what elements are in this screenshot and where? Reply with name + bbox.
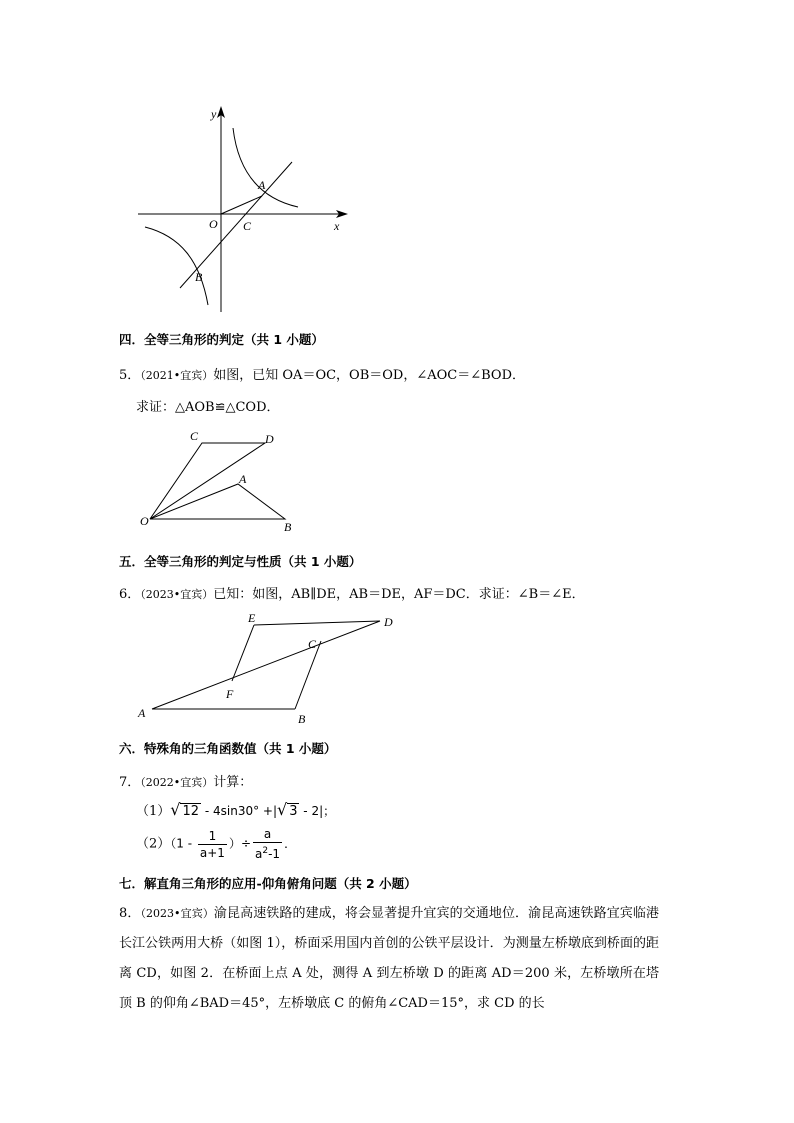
figure-coordinate-graph bbox=[130, 100, 360, 320]
radicand-12: 12 bbox=[182, 804, 200, 819]
part-2-open: （1 - bbox=[170, 836, 196, 851]
hyperbola-branch-upper bbox=[233, 128, 298, 207]
question-7-part-1 bbox=[136, 800, 335, 820]
fraction-numerator: 1 bbox=[198, 828, 227, 845]
label-x: x bbox=[334, 219, 340, 233]
label-a: A bbox=[239, 472, 247, 486]
section-5-heading: 五．全等三角形的判定与性质（共 1 小题） bbox=[119, 554, 362, 569]
section-4-heading: 四．全等三角形的判定（共 1 小题） bbox=[119, 332, 324, 347]
label-d: D bbox=[384, 615, 393, 629]
part-1-middle: - 4sin30° +| bbox=[201, 804, 277, 818]
label-o: O bbox=[209, 217, 218, 231]
segment-ed bbox=[254, 621, 380, 625]
question-7-part-2 bbox=[136, 826, 296, 862]
label-o: O bbox=[140, 514, 149, 528]
question-5-source: （2021•宜宾） bbox=[140, 369, 214, 382]
question-8-text: 渝昆高速铁路的建成，将会显著提升宜宾的交通地位．渝昆高速铁路宜宾临港长江公铁两用大桥（如图 1），桥面采用国内首创的公铁平层设计．为测量左桥墩底到桥面的距离 CD，如图 2．在桥面上点 A 处，测得 A 到左桥墩 D 的距离 AD＝200 米，左桥墩所在塔顶 B 的仰角∠BAD＝45°，左桥墩底 C 的俯角∠CAD＝15°，求 CD 的长 bbox=[119, 906, 659, 1011]
question-5-text: 如图，已知 OA＝OC，OB＝OD，∠AOC＝∠BOD． bbox=[213, 368, 525, 383]
label-b: B bbox=[195, 270, 203, 284]
segment-ef bbox=[232, 625, 254, 681]
question-7-source: （2022•宜宾） bbox=[140, 776, 214, 789]
question-8-source: （2023•宜宾） bbox=[140, 907, 214, 920]
part-1-end: - 2|； bbox=[299, 804, 336, 818]
question-5 bbox=[119, 364, 525, 383]
fraction-denominator: a+1 bbox=[199, 845, 225, 860]
question-5-prove: 求证：△AOB≌△COD． bbox=[136, 400, 280, 415]
question-6-text: 已知：如图，AB∥DE，AB＝DE，AF＝DC．求证：∠B＝∠E． bbox=[213, 587, 585, 602]
question-6 bbox=[119, 583, 585, 602]
fraction-a-over-a2-minus-1 bbox=[253, 826, 282, 862]
label-c: C bbox=[308, 637, 317, 651]
figure-parallelogram-like bbox=[130, 605, 410, 730]
label-b: B bbox=[284, 520, 292, 534]
figure-triangles-aob-cod bbox=[130, 425, 310, 535]
triangle-cod bbox=[150, 443, 265, 519]
fraction-1-over-a-plus-1 bbox=[198, 828, 227, 861]
part-2-label: （2） bbox=[136, 836, 171, 852]
question-8 bbox=[119, 899, 659, 1019]
question-7 bbox=[119, 771, 252, 790]
label-b: B bbox=[298, 712, 306, 726]
question-6-number: 6． bbox=[119, 587, 141, 602]
label-c: C bbox=[190, 429, 199, 443]
label-f: F bbox=[226, 687, 234, 701]
question-8-number: 8． bbox=[119, 906, 141, 921]
fraction-numerator: a bbox=[253, 826, 282, 843]
question-5-number: 5． bbox=[119, 368, 141, 383]
radicand-3: 3 bbox=[289, 804, 298, 819]
label-y: y bbox=[211, 107, 217, 121]
question-7-number: 7． bbox=[119, 775, 141, 790]
segment-bc bbox=[295, 641, 321, 709]
part-1-label: （1） bbox=[136, 804, 171, 819]
segment-oa bbox=[221, 196, 262, 214]
question-7-intro: 计算： bbox=[213, 775, 253, 790]
hyperbola-branch-lower bbox=[145, 227, 208, 305]
label-d: D bbox=[265, 432, 274, 446]
label-a: A bbox=[258, 178, 266, 192]
question-6-source: （2023•宜宾） bbox=[140, 588, 214, 601]
segment-ad bbox=[152, 621, 380, 709]
sqrt-icon: √ bbox=[170, 800, 181, 819]
label-c: C bbox=[243, 219, 252, 233]
fraction-denominator: $a^2-1$ bbox=[255, 846, 281, 861]
sqrt-icon: √ bbox=[277, 800, 288, 819]
part-2-divide: ）÷ bbox=[228, 836, 251, 851]
section-6-heading: 六．特殊角的三角函数值（共 1 小题） bbox=[119, 741, 337, 756]
label-e: E bbox=[248, 611, 256, 625]
section-7-heading: 七．解直角三角形的应用-仰角俯角问题（共 2 小题） bbox=[119, 876, 417, 891]
part-2-end: ． bbox=[284, 836, 297, 851]
label-a: A bbox=[138, 706, 146, 720]
